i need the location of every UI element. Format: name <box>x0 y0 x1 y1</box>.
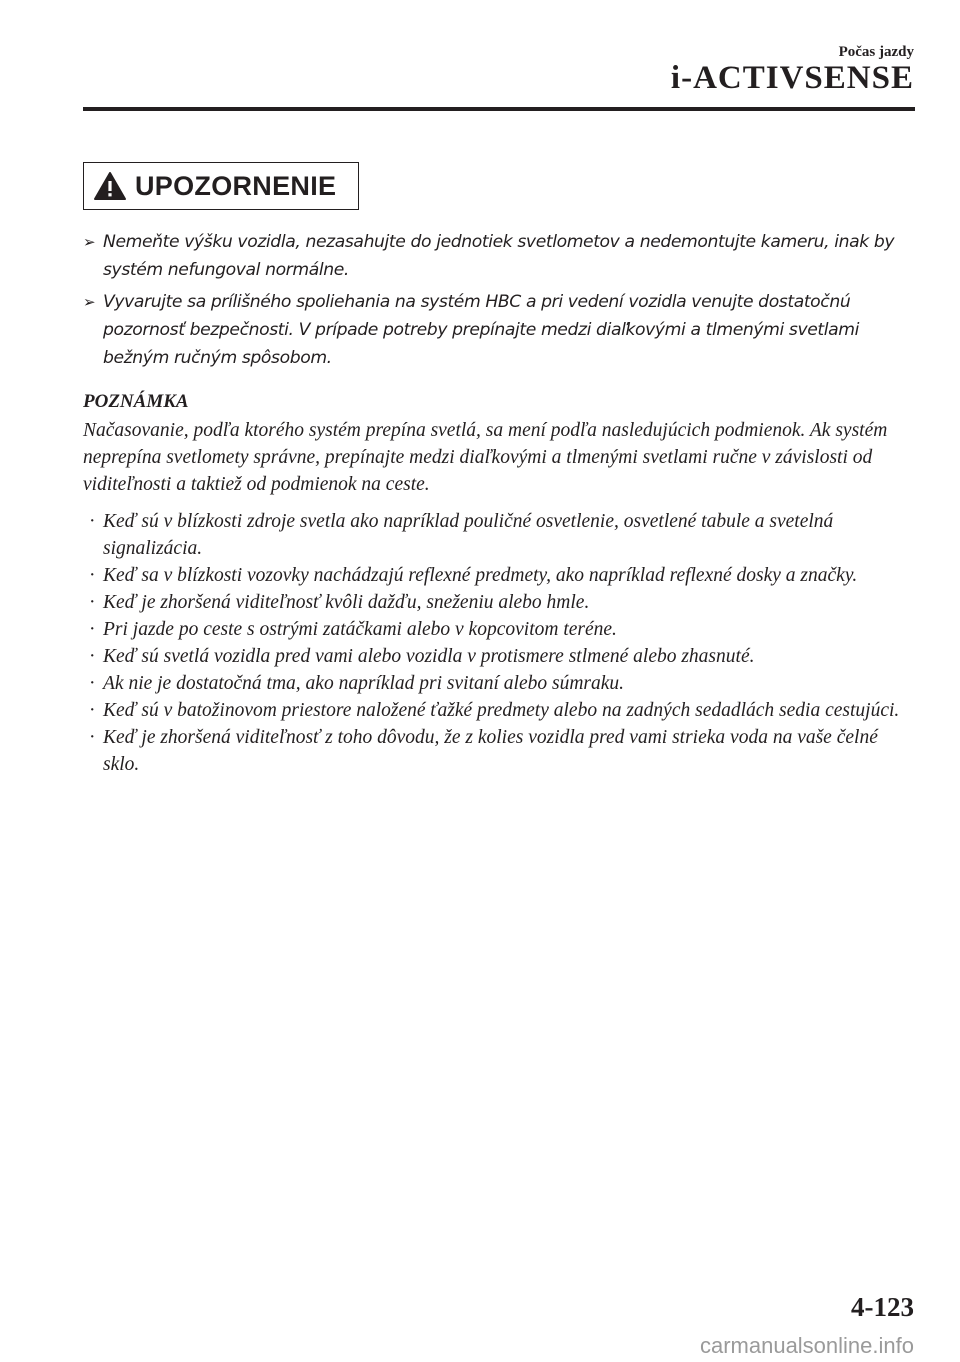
warning-item <box>83 228 915 284</box>
note-list <box>83 508 915 778</box>
list-item <box>83 616 915 643</box>
bullet-dot-icon: · <box>89 673 96 694</box>
warning-box <box>83 162 359 210</box>
warning-triangle-icon <box>93 171 127 201</box>
list-item <box>83 508 915 562</box>
chapter-title: i-ACTIVSENSE <box>670 60 914 96</box>
list-item-text: Keď sa v blízkosti vozovky nachádzajú reflexné predmety, ako napríklad reflexné dosky a značky. <box>103 565 858 586</box>
list-item-text: Keď je zhoršená viditeľnosť kvôli dažďu, sneženiu alebo hmle. <box>103 592 590 613</box>
bullet-dot-icon: · <box>89 592 96 613</box>
bullet-dot-icon: · <box>89 565 96 586</box>
warning-list <box>83 228 915 376</box>
note-intro: Načasovanie, podľa ktorého systém prepína svetlá, sa mení podľa nasledujúcich podmienok. Ak systém neprepína svetlomety správne, prepínajte medzi diaľkovými a tlmenými svetlami ručne v závislosti od viditeľnosti a taktiež od podmienok na ceste. <box>83 420 888 495</box>
warning-item <box>83 288 915 372</box>
arrow-bullet-icon: ➢ <box>83 233 96 251</box>
list-item <box>83 643 915 670</box>
bullet-dot-icon: · <box>89 700 96 721</box>
list-item <box>83 697 915 724</box>
page-number: 4-123 <box>851 1292 914 1322</box>
bullet-dot-icon: · <box>89 511 96 532</box>
list-item-text: Keď sú v batožinovom priestore naložené ťažké predmety alebo na zadných sedadlách sedia cestujúci. <box>103 700 900 721</box>
section-title: Počas jazdy <box>838 44 914 60</box>
list-item <box>83 589 915 616</box>
watermark: carmanualsonline.info <box>699 1333 914 1358</box>
list-item-text: Keď sú v blízkosti zdroje svetla ako napríklad pouličné osvetlenie, osvetlené tabule a svetelná signalizácia. <box>103 511 834 559</box>
arrow-bullet-icon: ➢ <box>83 293 96 311</box>
warning-item-text: Nemeňte výšku vozidla, nezasahujte do jednotiek svetlometov a nedemontujte kameru, inak by systém nefungoval normálne. <box>103 232 895 280</box>
header-divider <box>83 107 915 111</box>
warning-label: UPOZORNENIE <box>135 170 337 201</box>
bullet-dot-icon: · <box>89 727 96 748</box>
note-heading: POZNÁMKA <box>83 391 189 412</box>
list-item-text: Keď sú svetlá vozidla pred vami alebo vozidla v protismere stlmené alebo zhasnuté. <box>103 646 755 667</box>
list-item <box>83 562 915 589</box>
list-item <box>83 724 915 778</box>
list-item-text: Ak nie je dostatočná tma, ako napríklad pri svitaní alebo súmraku. <box>103 673 625 694</box>
list-item <box>83 670 915 697</box>
bullet-dot-icon: · <box>89 646 96 667</box>
list-item-text: Keď je zhoršená viditeľnosť z toho dôvodu, že z kolies vozidla pred vami strieka voda na vaše čelné sklo. <box>103 727 878 775</box>
warning-item-text: Vyvarujte sa prílišného spoliehania na systém HBC a pri vedení vozidla venujte dostatočnú pozornosť bezpečnosti. V prípade potreby prepínajte medzi diaľkovými a tlmenými svetlami bežným ručným spôsobom. <box>103 292 859 368</box>
list-item-text: Pri jazde po ceste s ostrými zatáčkami alebo v kopcovitom teréne. <box>103 619 617 640</box>
bullet-dot-icon: · <box>89 619 96 640</box>
